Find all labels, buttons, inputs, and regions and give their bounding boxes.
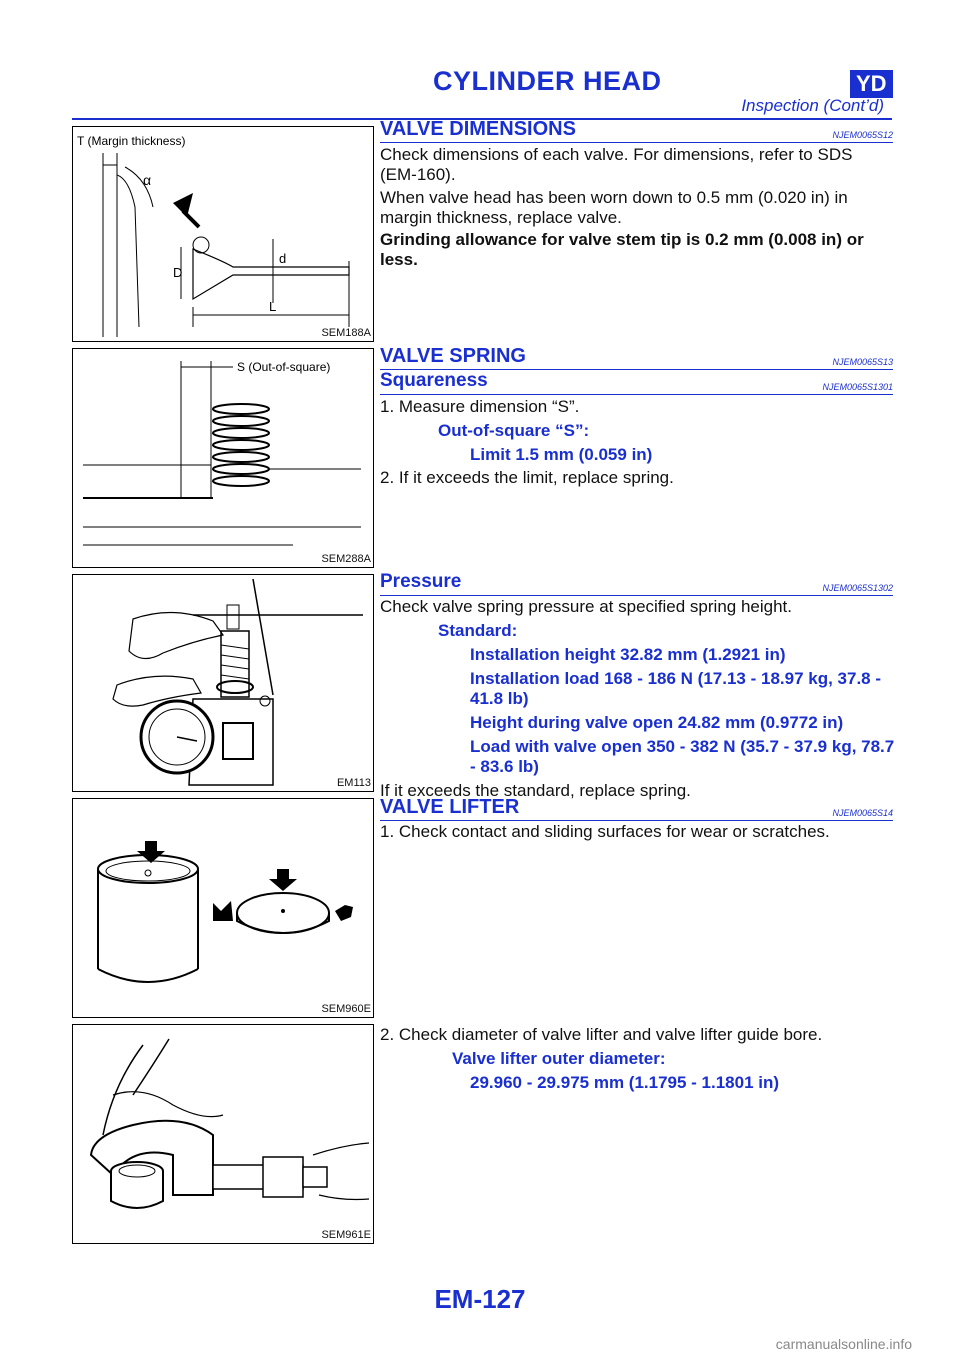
page-number: EM-127 — [434, 1284, 526, 1314]
subsection-heading-pressure — [380, 571, 893, 596]
micrometer-illustration — [73, 1025, 373, 1243]
figure-code: EM113 — [336, 777, 371, 789]
subsection-ref: NJEM0065S1301 — [822, 382, 893, 392]
margin-thickness-label: T (Margin thickness) — [77, 134, 186, 148]
figure-spring-squareness — [72, 348, 374, 568]
section-title: VALVE DIMENSIONS — [380, 118, 576, 140]
section-heading-valve-lifter — [380, 796, 893, 821]
section-heading-valve-dimensions — [380, 118, 893, 143]
engine-code-badge: YD — [850, 70, 893, 98]
spec-value: Installation height 32.82 mm (1.2921 in) — [470, 645, 786, 664]
section-title: VALVE LIFTER — [380, 796, 520, 818]
step: 2. If it exceeds the limit, replace spring. — [380, 468, 674, 487]
figure-code: SEM188A — [321, 327, 371, 339]
subsection-ref: NJEM0065S1302 — [822, 583, 893, 593]
out-of-square-label: S (Out-of-square) — [237, 360, 331, 374]
figure-code: SEM960E — [321, 1003, 371, 1015]
figure-valve-dimensions — [72, 126, 374, 342]
subsection-title: Pressure — [380, 571, 462, 592]
stem-diameter-label: d — [279, 251, 287, 266]
spec-value: 29.960 - 29.975 mm (1.1795 - 1.1801 in) — [470, 1073, 780, 1092]
paragraph: Check valve spring pressure at specified spring height. — [380, 597, 792, 616]
spring-tester-illustration — [73, 575, 373, 791]
spec-value: Installation load 168 - 186 N (17.13 - 18.97 kg, 37.8 - 41.8 lb) — [470, 669, 882, 708]
watermark: carmanualsonline.info — [775, 1336, 912, 1352]
paragraph-bold: Grinding allowance for valve stem tip is 0.2 mm (0.008 in) or less. — [380, 230, 864, 269]
spec-value: Height during valve open 24.82 mm (0.9772 in) — [470, 713, 844, 732]
page-subtitle: Inspection (Cont’d) — [741, 96, 884, 115]
step: 1. Measure dimension “S”. — [380, 397, 580, 416]
step: 2. Check diameter of valve lifter and valve lifter guide bore. — [380, 1025, 823, 1044]
paragraph: Check dimensions of each valve. For dimensions, refer to SDS (EM-160). — [380, 145, 853, 184]
head-diameter-label: D — [173, 265, 183, 280]
section-heading-valve-spring — [380, 345, 893, 370]
length-label: L — [269, 299, 277, 314]
valve-lifter-illustration — [73, 799, 373, 1017]
paragraph: When valve head has been worn down to 0.5 mm (0.020 in) in margin thickness, replace valve. — [380, 188, 848, 227]
spec-value: Load with valve open 350 - 382 N (35.7 - 37.9 kg, 78.7 - 83.6 lb) — [470, 737, 895, 776]
alpha-label: α — [143, 172, 152, 188]
spec-value: Limit 1.5 mm (0.059 in) — [470, 445, 653, 464]
subsection-title: Squareness — [380, 370, 488, 391]
valve-dimensions-diagram — [73, 127, 373, 341]
step: 1. Check contact and sliding surfaces for wear or scratches. — [380, 822, 830, 841]
spec-label: Standard: — [438, 621, 518, 640]
subsection-heading-squareness — [380, 370, 893, 395]
figure-valve-lifter — [72, 798, 374, 1018]
figure-code: SEM961E — [321, 1229, 371, 1241]
spec-label: Valve lifter outer diameter: — [452, 1049, 666, 1068]
spec-label: Out-of-square “S”: — [438, 421, 590, 440]
figure-code: SEM288A — [321, 553, 371, 565]
paragraph: If it exceeds the standard, replace spring. — [380, 781, 691, 800]
figure-spring-tester — [72, 574, 374, 792]
section-ref: NJEM0065S12 — [832, 130, 893, 140]
page-title: CYLINDER HEAD — [433, 66, 662, 96]
section-ref: NJEM0065S13 — [832, 357, 893, 367]
spring-squareness-diagram — [73, 349, 373, 567]
figure-micrometer — [72, 1024, 374, 1244]
section-title: VALVE SPRING — [380, 345, 526, 367]
section-ref: NJEM0065S14 — [832, 808, 893, 818]
